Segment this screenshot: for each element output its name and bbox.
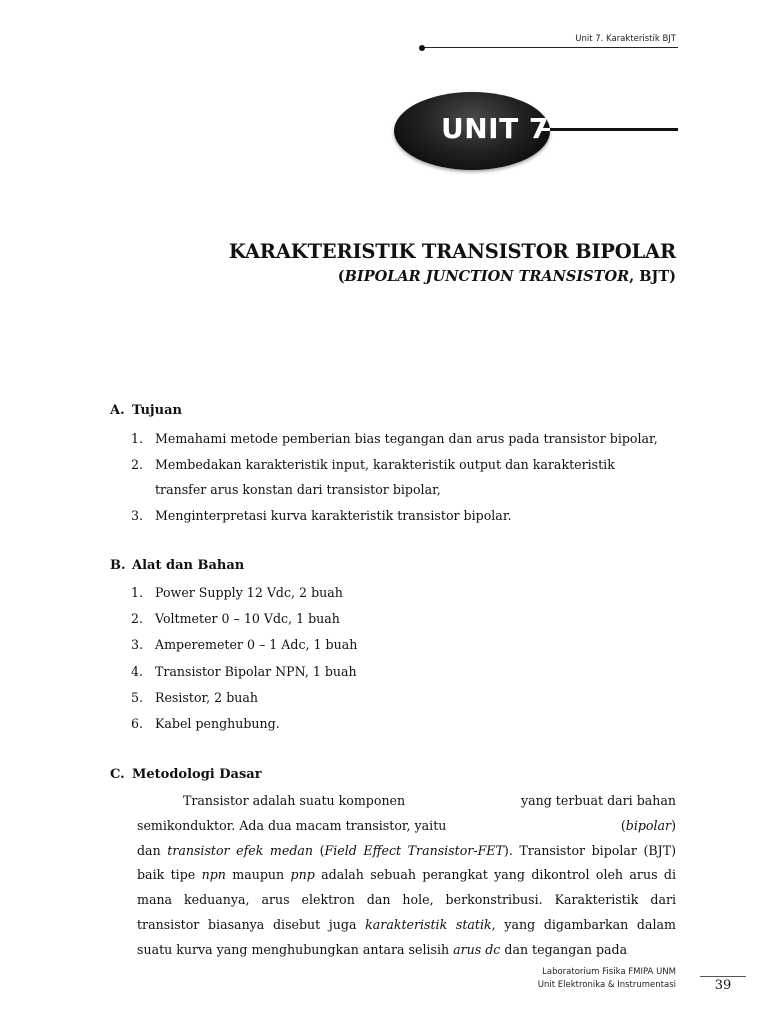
item-text: Transistor Bipolar NPN, 1 buah (155, 664, 357, 679)
text-run (621, 814, 676, 839)
paragraph-line (137, 814, 676, 839)
body-paragraph (137, 789, 676, 963)
text-run: transistor biasanya disebut juga (137, 916, 366, 932)
item-number: 1. (131, 585, 144, 600)
text-run: semikonduktor. Ada dua macam transistor, yaitu (137, 817, 447, 833)
italic-term: karakteristik statik (365, 916, 492, 932)
italic-term: transistor efek medan (167, 842, 314, 858)
text-run: baik tipe (137, 867, 202, 883)
text-run: , yang digambarkan dalam (491, 916, 676, 932)
footer-unit-name: Unit Elektronika & Instrumentasi (537, 980, 676, 990)
item-text: Amperemeter 0 – 1 Adc, 1 buah (155, 637, 358, 652)
paren-open: ( (620, 817, 626, 833)
italic-term: bipolar (625, 817, 672, 833)
text-run: dan (137, 842, 168, 858)
item-number: 4. (131, 664, 144, 679)
paragraph-line: mana keduanya, arus elektron dan hole, berkonstribusi. Karakteristik dari (137, 892, 676, 908)
section-b-heading (110, 558, 244, 573)
item-text: Membedakan karakteristik input, karakteristik output dan karakteristik (155, 457, 615, 472)
text-run: ( (313, 842, 325, 858)
paragraph-line (137, 863, 676, 888)
text-run: yang terbuat dari bahan (521, 793, 676, 808)
section-letter: A. (110, 403, 125, 418)
footer-lab-name: Laboratorium Fisika FMIPA UNM (542, 967, 676, 977)
item-text: Menginterpretasi kurva karakteristik transistor bipolar. (155, 508, 512, 523)
text-run: maupun (225, 867, 291, 883)
subtitle-open: ( (337, 268, 345, 285)
text-run: dan tegangan pada (500, 941, 628, 957)
item-number: 6. (131, 716, 144, 731)
paragraph-line (137, 839, 676, 864)
text-run: ). Transistor bipolar (BJT) (503, 842, 677, 858)
item-text: Kabel penghubung. (155, 716, 280, 731)
chapter-title: KARAKTERISTIK TRANSISTOR BIPOLAR (228, 240, 676, 263)
chapter-subtitle (120, 268, 676, 285)
subtitle-rest: , BJT) (629, 268, 676, 285)
section-letter: B. (110, 558, 126, 573)
text-run: adalah sebuah perangkat yang dikontrol oleh arus di (314, 867, 677, 883)
unit-badge-line (538, 128, 678, 131)
section-letter: C. (110, 767, 125, 782)
item-text: Voltmeter 0 – 10 Vdc, 1 buah (155, 611, 340, 626)
paragraph-line (137, 913, 676, 938)
item-number: 3. (131, 508, 144, 523)
section-c-heading (110, 767, 262, 782)
running-header: Unit 7. Karakteristik BJT (575, 34, 676, 44)
text-run: suatu kurva yang menghubungkan antara selisih (137, 941, 454, 957)
paragraph-line (137, 938, 676, 963)
text-run: Transistor adalah suatu komponen (183, 793, 406, 808)
italic-term: pnp (290, 867, 315, 883)
section-title: Metodologi Dasar (132, 767, 262, 782)
item-number: 2. (131, 611, 144, 626)
item-text: Resistor, 2 buah (155, 690, 258, 705)
section-title: Tujuan (132, 403, 182, 418)
item-number: 3. (131, 637, 144, 652)
italic-term: npn (201, 867, 226, 883)
item-number: 5. (131, 690, 144, 705)
header-bullet-dot (419, 45, 425, 51)
page-number: 39 (714, 978, 732, 993)
footer-rule (700, 976, 746, 977)
paren-close: ) (671, 817, 676, 833)
section-title: Alat dan Bahan (132, 558, 245, 573)
item-text: Power Supply 12 Vdc, 2 buah (155, 585, 343, 600)
italic-term: arus dc (453, 941, 501, 957)
subtitle-italic: BIPOLAR JUNCTION TRANSISTOR (344, 268, 630, 285)
unit-badge-label: UNIT 7 (441, 112, 549, 145)
item-number: 1. (131, 431, 144, 446)
item-text: Memahami metode pemberian bias tegangan dan arus pada transistor bipolar, (155, 431, 658, 446)
header-rule (422, 47, 678, 48)
section-a-heading (110, 403, 182, 418)
item-number: 2. (131, 457, 144, 472)
paragraph-line (137, 789, 676, 814)
italic-term: Field Effect Transistor-FET (324, 842, 504, 858)
item-text: transfer arus konstan dari transistor bipolar, (155, 482, 441, 497)
